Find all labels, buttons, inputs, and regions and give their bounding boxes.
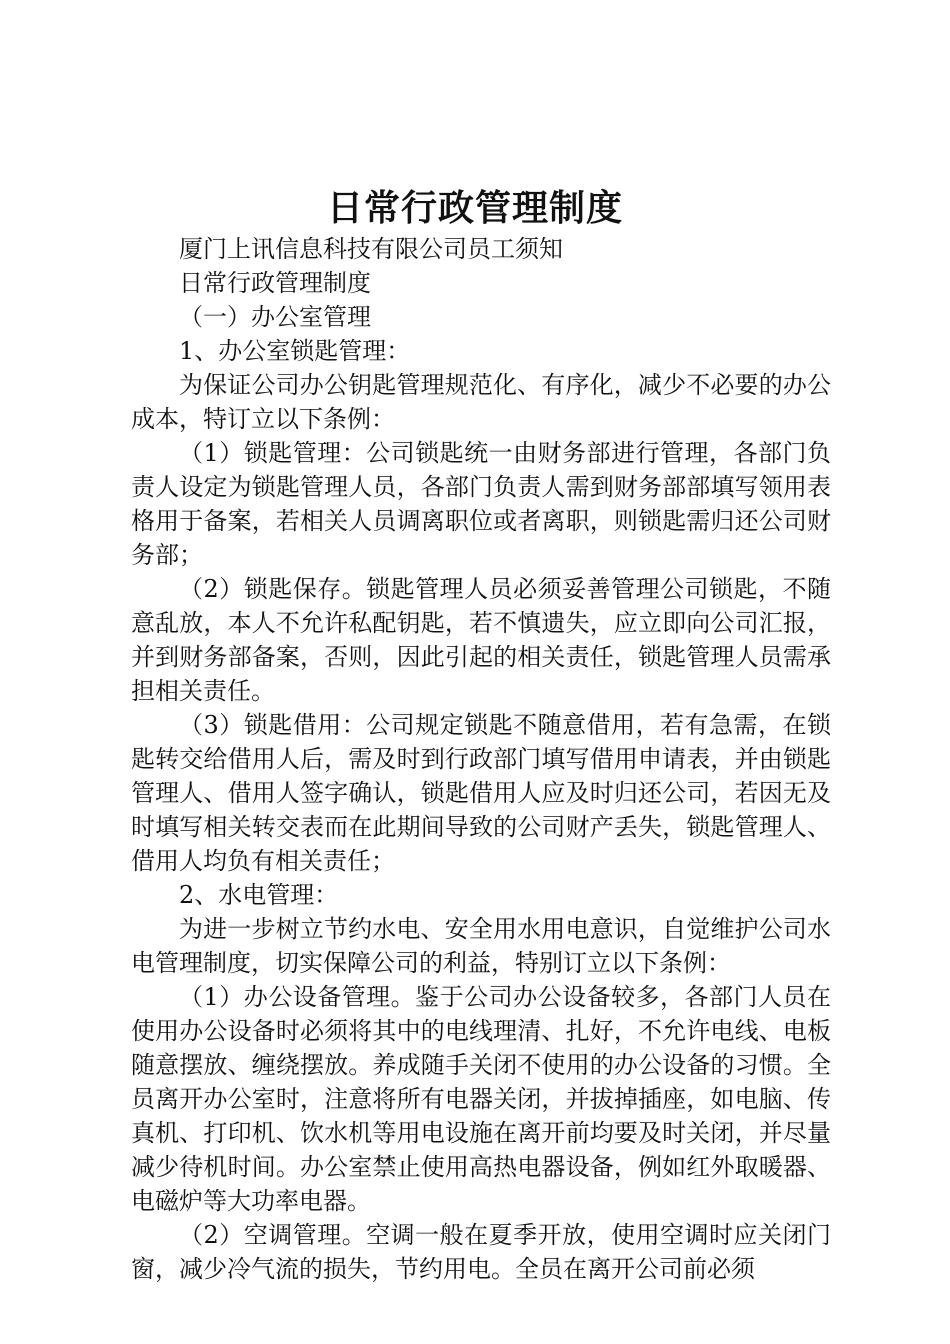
paragraph-keys-intro: 为保证公司办公钥匙管理规范化、有序化，减少不必要的办公成本，特订立以下条例： (131, 371, 831, 433)
paragraph-keys-storage: （2）锁匙保存。锁匙管理人员必须妥善管理公司锁匙，不随意乱放，本人不允许私配钥匙，若不慎遗失，应立即向公司汇报，并到财务部备案，否则，因此引起的相关责任，锁匙管理人员需承担相关责任。 (131, 575, 831, 705)
paragraph-utilities-intro: 为进一步树立节约水电、安全用水用电意识，自觉维护公司水电管理制度，切实保障公司的利益，特别订立以下条例： (131, 915, 831, 977)
subsection-heading-keys: 1、办公室锁匙管理： (179, 337, 411, 365)
paragraph-air-conditioning: （2）空调管理。空调一般在夏季开放，使用空调时应关闭门窗，减少冷气流的损失，节约用电。全员在离开公司前必须 (131, 1221, 831, 1283)
document-body (131, 232, 831, 1286)
paragraph-company-notice: 厦门上讯信息科技有限公司员工须知 (179, 235, 563, 263)
section-heading-office: （一）办公室管理 (179, 303, 371, 331)
document-title: 日常行政管理制度 (326, 187, 623, 229)
paragraph-subtitle: 日常行政管理制度 (179, 269, 371, 297)
paragraph-keys-borrowing: （3）锁匙借用：公司规定锁匙不随意借用，若有急需，在锁匙转交给借用人后，需及时到行政部门填写借用申请表，并由锁匙管理人、借用人签字确认，锁匙借用人应及时归还公司，若因无及时填写相关转交表而在此期间导致的公司财产丢失，锁匙管理人、借用人均负有相关责任； (131, 711, 831, 875)
paragraph-office-equipment: （1）办公设备管理。鉴于公司办公设备较多，各部门人员在使用办公设备时必须将其中的电线理清、扎好，不允许电线、电板随意摆放、缠绕摆放。养成随手关闭不使用的办公设备的习惯。全员离开办公室时，注意将所有电器关闭，并拔掉插座，如电脑、传真机、打印机、饮水机等用电设施在离开前均要及时关闭，并尽量减少待机时间。办公室禁止使用高热电器设备，例如红外取暖器、电磁炉等大功率电器。 (131, 983, 831, 1215)
paragraph-keys-management: （1）锁匙管理：公司锁匙统一由财务部进行管理，各部门负责人设定为锁匙管理人员，各部门负责人需到财务部部填写领用表格用于备案，若相关人员调离职位或者离职，则锁匙需归还公司财务部； (131, 439, 831, 569)
subsection-heading-utilities: 2、水电管理： (179, 881, 339, 909)
